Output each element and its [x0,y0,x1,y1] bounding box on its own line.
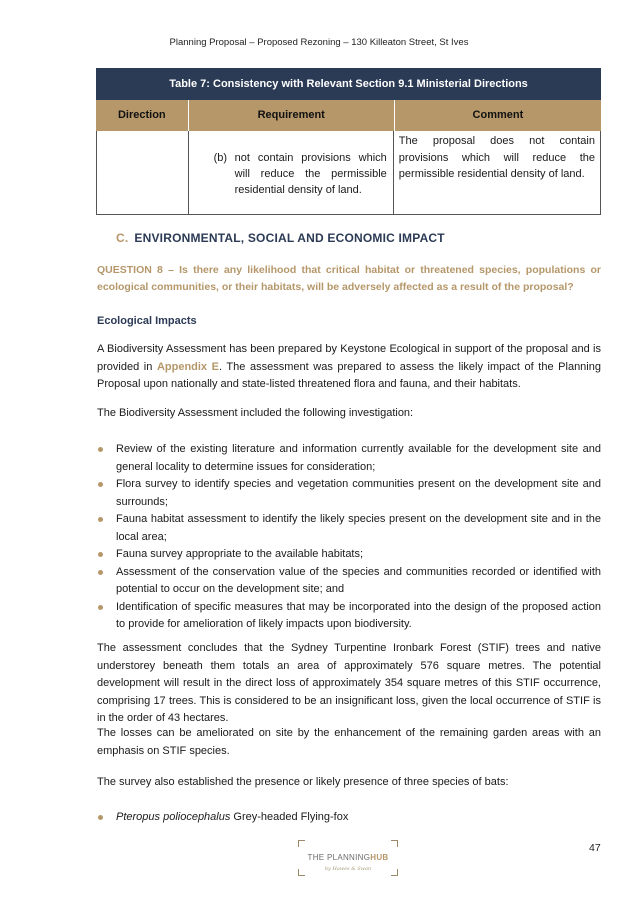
list-item: Flora survey to identify species and vegetation communities present on the development site and surrounds; [97,476,601,511]
table-row [96,131,601,215]
species-name: Pteropus poliocephalus [116,811,231,823]
question-8: QUESTION 8 – Is there any likelihood that critical habitat or threatened species, populations or ecological communities, or their habitats, will be adversely affected as a result of the proposal? [97,264,601,293]
paragraph-1-after: . The assessment was prepared to assess the likely impact of the Planning Proposal upon nationally and state-listed threatened flora and fauna, and their habitats. [97,360,601,390]
ministerial-directions-table [96,68,601,215]
table-header-row [96,100,601,131]
appendix-e-link[interactable]: Appendix E [156,360,219,373]
logo-tagline: by Hawes & Swan [324,866,372,872]
list-item: Fauna habitat assessment to identify the likely species present on the development site and in the local area; [97,511,601,546]
column-header-direction: Direction [96,100,189,131]
list-item: Review of the existing literature and information currently available for the development site and general locality to determine issues for consideration; [97,441,601,476]
requirement-text: not contain provisions which will reduce the permissible residential density of land. [234,152,387,196]
paragraph-2: The Biodiversity Assessment included the following investigation: [97,407,414,419]
list-item [97,809,601,827]
table-title: Table 7: Consistency with Relevant Section 9.1 Ministerial Directions [96,68,601,100]
paragraph-5: The survey also established the presence or likely presence of three species of bats: [97,776,509,788]
column-header-comment: Comment [472,109,524,121]
investigation-list [97,441,601,634]
cell-comment: The proposal does not contain provisions which will reduce the permissible residential density of land. [398,135,595,180]
requirement-label: (b) [213,152,228,164]
section-letter: C. [116,231,129,245]
paragraph-1-before: A Biodiversity Assessment has been prepared by Keystone Ecological in support of the proposal and is provided in [97,343,601,373]
page-number: 47 [589,842,601,854]
section-heading [116,231,445,245]
planning-hub-logo [298,840,398,876]
running-header: Planning Proposal – Proposed Rezoning – 130 Killeaton Street, St Ives [169,37,469,48]
list-item: Fauna survey appropriate to the available habitats; [97,546,601,564]
paragraph-1 [97,341,601,394]
logo-wordmark: THE PLANNINGHUB [307,853,389,862]
subheading-ecological-impacts: Ecological Impacts [97,315,197,327]
bat-species-list [97,809,601,827]
species-common-name: Grey-headed Flying-fox [230,811,349,823]
cell-requirement [189,131,394,214]
paragraph-3: The assessment concludes that the Sydney Turpentine Ironbark Forest (STIF) trees and native understorey beneath them totals an area of approximately 576 square metres. The potential development will result in the direct loss of approximately 354 square metres of this STIF occurrence, comprising 17 trees. This is considered to be an insignificant loss, given the local occurrence of STIF is in the order of 43 hectares. [97,642,601,724]
list-item: Assessment of the conservation value of the species and communities recorded or identified with potential to occur on the development site; and [97,564,601,599]
list-item: Identification of specific measures that may be incorporated into the design of the proposed action to provide for amelioration of likely impacts upon biodiversity. [97,599,601,634]
section-title: ENVIRONMENTAL, SOCIAL AND ECONOMIC IMPACT [134,231,445,245]
column-header-requirement: Requirement [189,100,395,131]
cell-direction [97,131,189,214]
paragraph-4: The losses can be ameliorated on site by the enhancement of the remaining garden areas with an emphasis on STIF species. [97,727,601,757]
